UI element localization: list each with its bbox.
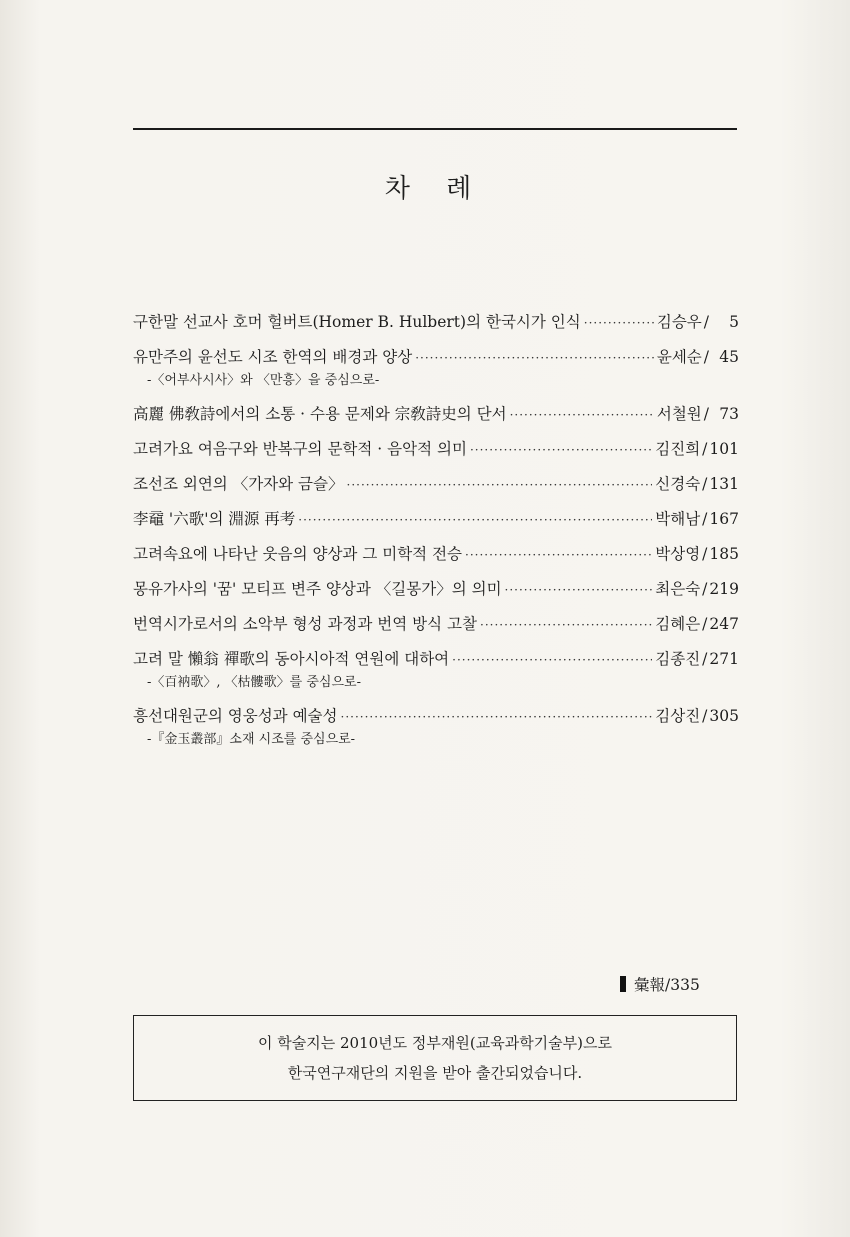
toc-entry[interactable] <box>133 572 739 607</box>
top-rule <box>133 128 737 130</box>
entry-title: 고려속요에 나타난 웃음의 양상과 그 미학적 전승 <box>133 545 463 563</box>
notice-line-1: 이 학술지는 2010년도 정부재원(교육과학기술부)으로 <box>258 1034 612 1052</box>
entry-page: 271 <box>709 650 739 668</box>
entry-page: 45 <box>719 348 739 366</box>
entry-author: 박해남 <box>655 510 701 528</box>
separator: / <box>702 545 708 563</box>
entry-title: 고려 말 懶翁 禪歌의 동아시아적 연원에 대하여 <box>133 650 450 668</box>
entry-page: 167 <box>709 510 739 528</box>
entry-subtitle: -〈어부사시사〉와 〈만흥〉을 중심으로- <box>147 373 380 388</box>
entry-title: 흥선대원군의 영웅성과 예술성 <box>133 707 338 725</box>
dot-leader <box>584 306 654 340</box>
entry-author: 김혜은 <box>655 615 701 633</box>
separator: / <box>702 475 708 493</box>
entry-author: 윤세순 <box>656 348 702 366</box>
dot-leader <box>470 433 652 467</box>
dot-leader <box>465 538 652 572</box>
news-page: 335 <box>670 976 700 994</box>
entry-page: 185 <box>709 545 739 563</box>
dot-leader <box>347 468 653 502</box>
entry-title: 구한말 선교사 호머 헐버트(Homer B. Hulbert)의 한국시가 인식 <box>133 313 581 331</box>
entry-page: 5 <box>729 313 739 331</box>
entry-page: 247 <box>709 615 739 633</box>
funding-notice-box <box>133 1015 737 1101</box>
dot-leader <box>298 503 652 537</box>
separator: / <box>702 650 708 668</box>
entry-author: 박상영 <box>655 545 701 563</box>
dot-leader <box>452 643 652 677</box>
separator: / <box>702 580 708 598</box>
separator: / <box>703 405 709 423</box>
separator: / <box>702 510 708 528</box>
entry-page: 73 <box>719 405 739 423</box>
entry-page: 305 <box>709 707 739 725</box>
separator: / <box>702 615 708 633</box>
notice-line-2: 한국연구재단의 지원을 받아 출간되었습니다. <box>287 1064 583 1082</box>
dot-leader <box>341 700 653 734</box>
entry-subtitle: -〈百衲歌〉, 〈枯髏歌〉를 중심으로- <box>147 675 361 690</box>
entry-author: 김상진 <box>655 707 701 725</box>
entry-author: 신경숙 <box>655 475 701 493</box>
separator: / <box>703 313 709 331</box>
dot-leader <box>510 398 654 432</box>
toc-entry[interactable] <box>133 502 739 537</box>
page-title: 차 례 <box>384 174 486 204</box>
dot-leader <box>415 341 654 375</box>
table-of-contents <box>133 305 739 756</box>
entry-page: 219 <box>709 580 739 598</box>
entry-title: 高麗 佛敎詩에서의 소통 · 수용 문제와 宗敎詩史의 단서 <box>133 405 507 423</box>
toc-entry[interactable] <box>133 305 739 340</box>
toc-entry[interactable] <box>133 340 739 391</box>
entry-author: 김승우 <box>656 313 702 331</box>
entry-title: 몽유가사의 '꿈' 모티프 변주 양상과 〈길몽가〉의 의미 <box>133 580 502 598</box>
dot-leader <box>480 608 652 642</box>
entry-title: 번역시가로서의 소악부 형성 과정과 번역 방식 고찰 <box>133 615 477 633</box>
toc-entry[interactable] <box>133 699 739 750</box>
entry-page: 131 <box>709 475 739 493</box>
toc-entry[interactable] <box>133 397 739 432</box>
dot-leader <box>505 573 653 607</box>
toc-entry[interactable] <box>133 467 739 502</box>
entry-title: 고려가요 여음구와 반복구의 문학적 · 음악적 의미 <box>133 440 467 458</box>
separator: / <box>665 976 671 994</box>
entry-author: 김진희 <box>655 440 701 458</box>
entry-subtitle: -『金玉叢部』소재 시조를 중심으로- <box>147 732 356 747</box>
entry-title: 유만주의 윤선도 시조 한역의 배경과 양상 <box>133 348 413 366</box>
news-section-entry[interactable] <box>620 973 700 995</box>
section-bar <box>620 976 626 992</box>
entry-author: 최은숙 <box>655 580 701 598</box>
toc-entry[interactable] <box>133 607 739 642</box>
entry-author: 서철원 <box>656 405 702 423</box>
entry-page: 101 <box>709 440 739 458</box>
entry-title: 조선조 외연의 〈가자와 금슬〉 <box>133 475 344 493</box>
toc-entry[interactable] <box>133 642 739 693</box>
entry-title: 李黿 '六歌'의 淵源 再考 <box>133 510 296 528</box>
toc-entry[interactable] <box>133 432 739 467</box>
separator: / <box>702 440 708 458</box>
toc-entry[interactable] <box>133 537 739 572</box>
separator: / <box>703 348 709 366</box>
entry-author: 김종진 <box>655 650 701 668</box>
news-label: 彙報 <box>634 976 666 994</box>
separator: / <box>702 707 708 725</box>
